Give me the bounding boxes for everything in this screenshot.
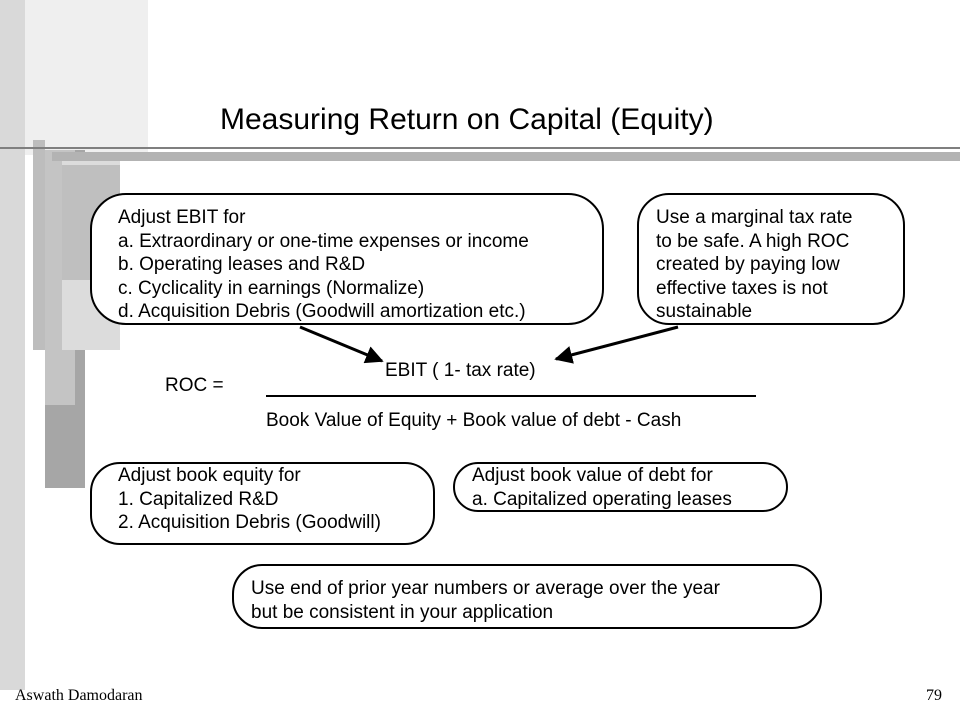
author-footer: Aswath Damodaran (15, 687, 143, 704)
ebit-adjust-line: a. Extraordinary or one-time expenses or income (118, 230, 529, 252)
timing-line: but be consistent in your application (251, 601, 554, 623)
ebit-adjust-line: d. Acquisition Debris (Goodwill amortization etc.) (118, 301, 526, 322)
book-equity-line: 2. Acquisition Debris (Goodwill) (118, 512, 381, 533)
tax-rate-line: Use a marginal tax rate (656, 207, 853, 228)
arrow-ebit-to-numerator (300, 327, 382, 361)
book-debt-line: Adjust book value of debt for (472, 465, 713, 486)
ebit-adjust-line: c. Cyclicality in earnings (Normalize) (118, 277, 425, 299)
book-equity-line: Adjust book equity for (118, 465, 301, 486)
roc-numerator: EBIT ( 1- tax rate) (385, 360, 536, 381)
tax-rate-line: sustainable (656, 301, 753, 322)
tax-rate-line: created by paying low (656, 254, 840, 275)
ebit-adjust-line: Adjust EBIT for (118, 207, 246, 228)
roc-label: ROC = (165, 375, 224, 396)
page-title: Measuring Return on Capital (Equity) (220, 103, 714, 136)
book-debt-line: a. Capitalized operating leases (472, 488, 732, 510)
ebit-adjust-line: b. Operating leases and R&D (118, 254, 366, 275)
arrow-tax-to-numerator (556, 327, 678, 359)
tax-rate-line: to be safe. A high ROC (656, 230, 850, 252)
roc-denominator: Book Value of Equity + Book value of debt - Cash (266, 410, 682, 431)
tax-rate-line: effective taxes is not (656, 277, 828, 299)
page-number: 79 (926, 687, 942, 704)
timing-line: Use end of prior year numbers or average over the year (251, 578, 720, 599)
book-equity-line: 1. Capitalized R&D (118, 488, 279, 510)
